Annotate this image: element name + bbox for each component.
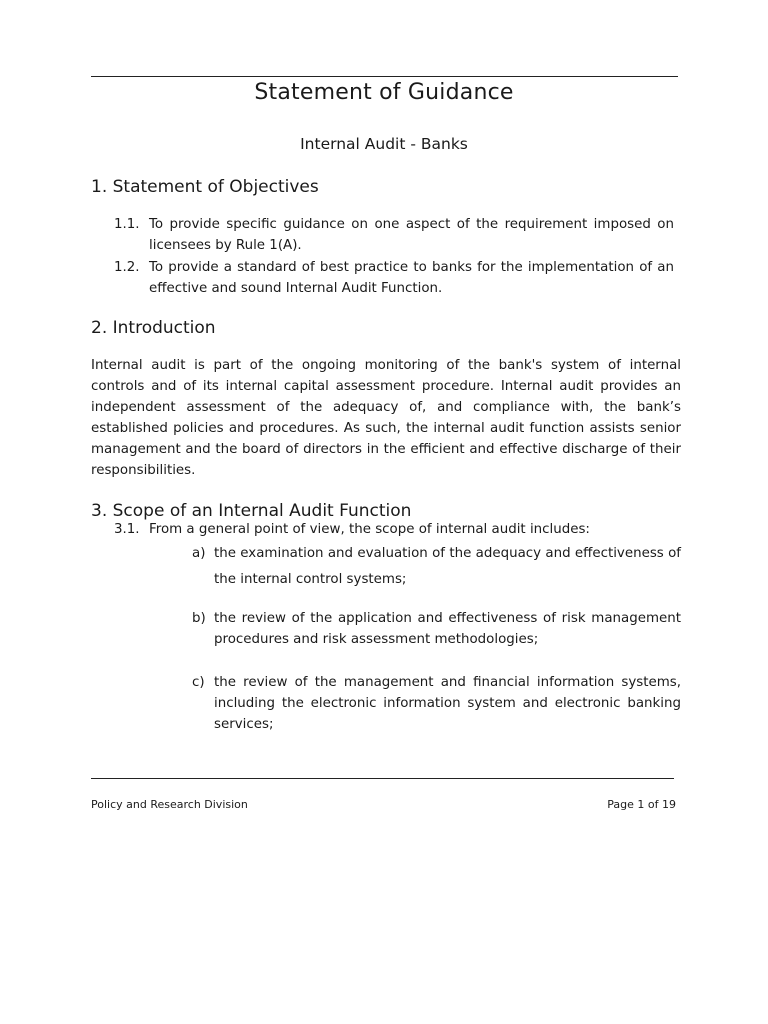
section-heading-introduction: 2. Introduction bbox=[91, 318, 216, 338]
header-rule bbox=[91, 76, 678, 77]
objective-item bbox=[114, 257, 674, 299]
footer-rule bbox=[91, 778, 674, 779]
scope-lead-item bbox=[114, 519, 674, 540]
scope-subitem bbox=[192, 608, 681, 650]
subitem-letter: c) bbox=[192, 675, 205, 690]
subitem-letter: a) bbox=[192, 546, 206, 561]
scope-subitem bbox=[192, 541, 681, 593]
item-text: To provide a standard of best practice to banks for the implementation of an effective and sound Internal Audit Function. bbox=[149, 260, 674, 296]
document-subtitle: Internal Audit - Banks bbox=[300, 135, 468, 153]
page-number: Page 1 of 19 bbox=[607, 798, 676, 811]
item-number: 3.1. bbox=[114, 522, 140, 537]
introduction-paragraph: Internal audit is part of the ongoing monitoring of the bank's system of internal controls and of its internal capital assessment procedure. Internal audit provides an independent assessment of the adequacy of, and compliance with, the bank’s established policies and procedures. As such, the internal audit function assists senior management and the board of directors in the efficient and effective discharge of their responsibilities. bbox=[91, 358, 681, 478]
item-text: To provide specific guidance on one aspect of the requirement imposed on licensees by Rule 1(A). bbox=[149, 217, 674, 253]
section-heading-scope: 3. Scope of an Internal Audit Function bbox=[91, 501, 412, 521]
scope-subitem bbox=[192, 672, 681, 735]
section-heading-objectives: 1. Statement of Objectives bbox=[91, 177, 319, 197]
item-number: 1.2. bbox=[114, 260, 140, 275]
document-title: Statement of Guidance bbox=[254, 80, 514, 105]
objective-item bbox=[114, 214, 674, 256]
subitem-text: the examination and evaluation of the adequacy and effectiveness of the internal control systems; bbox=[214, 546, 681, 587]
item-number: 1.1. bbox=[114, 217, 140, 232]
item-text: From a general point of view, the scope of internal audit includes: bbox=[149, 522, 590, 537]
subitem-letter: b) bbox=[192, 611, 206, 626]
subitem-text: the review of the application and effectiveness of risk management procedures and risk assessment methodologies; bbox=[214, 611, 681, 647]
footer-division: Policy and Research Division bbox=[91, 798, 248, 811]
subitem-text: the review of the management and financial information systems, including the electronic information system and electronic banking services; bbox=[214, 675, 681, 732]
